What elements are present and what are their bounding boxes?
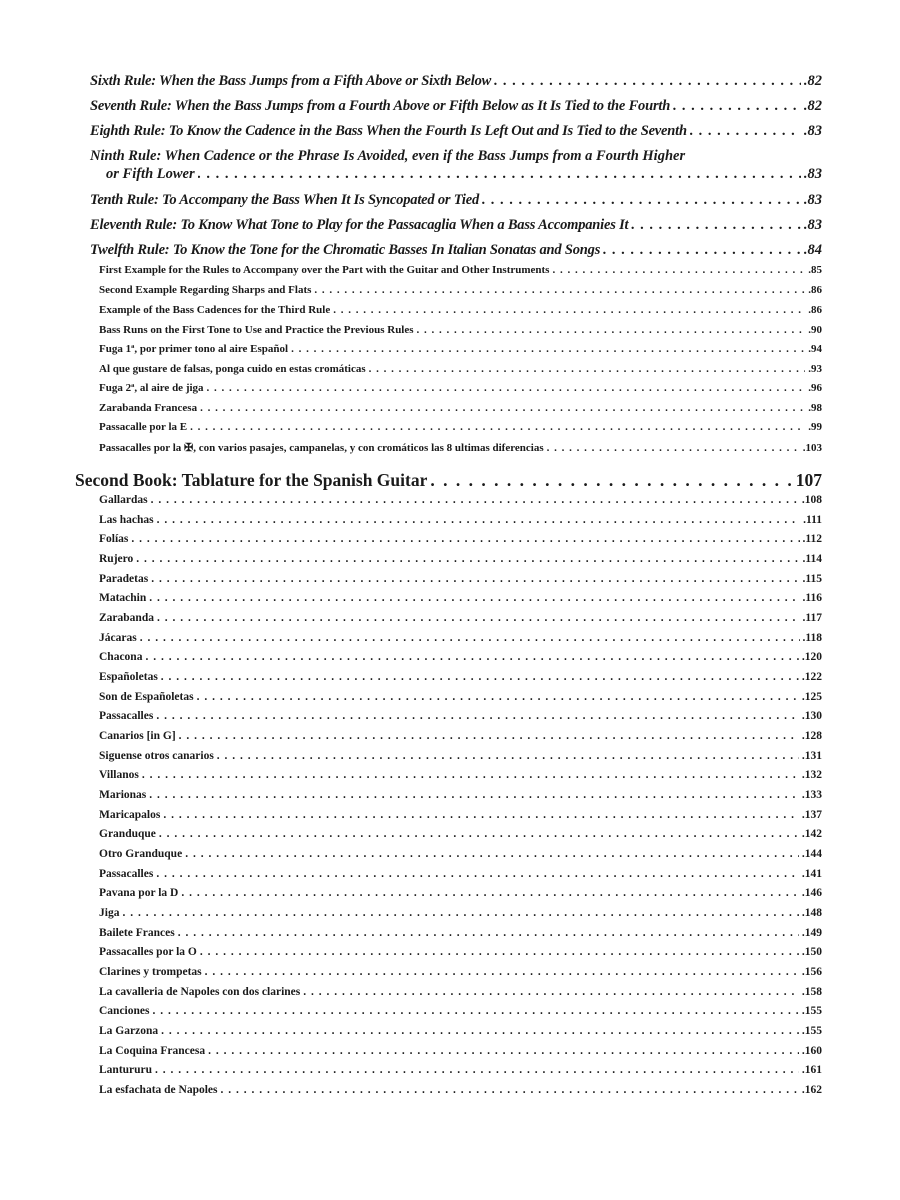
entry-title: Bass Runs on the First Tone to Use and Practice the Previous Rules [99,324,414,336]
toc-item [99,514,822,526]
toc-item [99,750,822,762]
entry-page: .85 [808,264,822,276]
entry-page: .83 [803,123,822,139]
dot-leader [190,421,805,433]
entry-title: Siguense otros canarios [99,750,214,762]
entry-page: .86 [808,284,822,296]
entry-title: Las hachas [99,514,154,526]
entry-title: Eighth Rule: To Know the Cadence in the Bass When the Fourth Is Left Out and Is Tied to the Seventh [90,123,687,139]
toc-item [99,1064,822,1076]
entry-page: .156 [801,966,822,978]
dot-leader [161,671,799,683]
dot-leader [603,242,801,259]
entry-title: Zarabanda [99,612,154,624]
toc-item [99,671,822,683]
entry-title: Pavana por la D [99,887,179,899]
entry-page: .118 [802,632,822,644]
entry-title: Folías [99,533,129,545]
toc-entry-eighth-rule [90,123,822,140]
entry-title: Tenth Rule: To Accompany the Bass When It Is Syncopated or Tied [90,192,480,208]
dot-leader [145,651,798,663]
entry-title: La Garzona [99,1025,159,1037]
toc-item [99,573,822,585]
dot-leader [181,887,799,899]
dot-leader [494,73,801,90]
toc-item [99,868,822,880]
toc-item [99,966,822,978]
dot-leader [205,966,799,978]
dot-leader [333,304,805,316]
dot-leader [200,946,799,958]
entry-title: Passacalles por la ✠, con varios pasajes, campanelas, y con cromáticos las 8 ultimas diferencias [99,442,544,454]
entry-title: Españoletas [99,671,158,683]
entry-page: .82 [803,73,822,89]
dot-leader [430,470,792,491]
entry-page: .148 [801,907,822,919]
entry-page: .82 [803,98,822,114]
entry-title: Chacona [99,651,143,663]
dot-leader [122,907,798,919]
entry-page: .114 [802,553,822,565]
toc-entry-seventh-rule [90,98,822,115]
entry-title: Twelfth Rule: To Know the Tone for the Chromatic Basses In Italian Sonatas and Songs [90,242,601,258]
toc-item [99,927,822,939]
entry-page: .83 [803,166,822,182]
toc-item [99,986,822,998]
dot-leader [178,927,799,939]
entry-page: .117 [802,612,822,624]
entry-title: Bailete Frances [99,927,175,939]
toc-sub-entry [99,382,822,394]
toc-item [99,1084,822,1096]
entry-page: .137 [801,809,822,821]
toc-entry-ninth-rule [106,166,822,183]
entry-page: .162 [801,1084,822,1096]
toc-item [99,553,822,565]
toc-item [99,730,822,742]
entry-page: .103 [802,442,822,454]
entry-page: .133 [801,789,822,801]
entry-title: Zarabanda Francesa [99,402,198,414]
dot-leader [161,1025,799,1037]
toc-entry-twelfth-rule [90,242,822,259]
dot-leader [547,442,800,454]
section-page: 107 [795,470,822,490]
dot-leader [482,192,801,209]
entry-title: La esfachata de Napoles [99,1084,218,1096]
toc-entry-tenth-rule [90,192,822,209]
entry-page: .112 [802,533,822,545]
toc-item [99,612,822,624]
entry-title: Second Example Regarding Sharps and Flats [99,284,312,296]
entry-page: .108 [801,494,822,506]
entry-page: .155 [801,1025,822,1037]
dot-leader [185,848,799,860]
entry-title: Maricapalos [99,809,161,821]
entry-page: .83 [803,217,822,233]
entry-page: .158 [801,986,822,998]
entry-title: Granduque [99,828,156,840]
toc-item [99,946,822,958]
toc-section-heading [75,470,822,491]
toc-item [99,494,822,506]
entry-page: .132 [801,769,822,781]
dot-leader [417,324,806,336]
entry-title: Villanos [99,769,139,781]
entry-page: .128 [801,730,822,742]
toc-item [99,1045,822,1057]
entry-title: Marionas [99,789,147,801]
dot-leader [131,533,799,545]
toc-item [99,651,822,663]
section-title: Second Book: Tablature for the Spanish Guitar [75,470,428,490]
entry-page: .141 [801,868,822,880]
dot-leader [155,1064,799,1076]
dot-leader [149,789,799,801]
entry-title: Son de Españoletas [99,691,194,703]
entry-title: Example of the Bass Cadences for the Third Rule [99,304,331,316]
entry-page: .142 [801,828,822,840]
toc-item [99,828,822,840]
dot-leader [673,98,801,115]
entry-title: Jácaras [99,632,137,644]
toc-item [99,1025,822,1037]
toc-entry-sixth-rule [90,73,822,90]
toc-sub-entry [99,324,822,336]
dot-leader [552,264,805,276]
entry-page: .131 [801,750,822,762]
dot-leader [156,710,799,722]
entry-title: First Example for the Rules to Accompany over the Part with the Guitar and Other Instruments [99,264,550,276]
entry-title: Passacalles [99,710,154,722]
toc-item [99,710,822,722]
dot-leader [136,553,799,565]
entry-title: Passacalles [99,868,154,880]
entry-title: La Coquina Francesa [99,1045,206,1057]
toc-entry-ninth-rule-line1: Ninth Rule: When Cadence or the Phrase Is Avoided, even if the Bass Jumps from a Fourth Higher [90,148,686,164]
dot-leader [200,402,805,414]
entry-page: .98 [808,402,822,414]
dot-leader [221,1084,799,1096]
toc-item [99,691,822,703]
toc-item [99,809,822,821]
entry-page: .86 [808,304,822,316]
dot-leader [208,1045,799,1057]
entry-page: .83 [803,192,822,208]
entry-page: .160 [801,1045,822,1057]
entry-title: Matachin [99,592,147,604]
entry-page: .161 [801,1064,822,1076]
dot-leader [151,494,799,506]
entry-title: Gallardas [99,494,148,506]
toc-sub-entry [99,421,822,433]
toc-sub-entry [99,441,822,454]
dot-leader [291,343,805,355]
toc-item [99,592,822,604]
toc-sub-entry [99,304,822,316]
dot-leader [198,166,801,183]
entry-page: .115 [802,573,822,585]
entry-page: .116 [802,592,822,604]
entry-page: .130 [801,710,822,722]
entry-title: Paradetas [99,573,149,585]
entry-title: Passacalles por la O [99,946,197,958]
dot-leader [690,123,801,140]
dot-leader [140,632,800,644]
entry-title: Sixth Rule: When the Bass Jumps from a Fifth Above or Sixth Below [90,73,492,89]
entry-title: Jiga [99,907,120,919]
dot-leader [157,514,800,526]
dot-leader [157,612,800,624]
dot-leader [217,750,799,762]
entry-title: La cavalleria de Napoles con dos clarines [99,986,301,998]
toc-sub-entry [99,264,822,276]
dot-leader [207,382,806,394]
dot-leader [152,1005,798,1017]
toc-sub-entry [99,284,822,296]
toc-sub-entry [99,363,822,375]
dot-leader [149,592,799,604]
entry-title: Eleventh Rule: To Know What Tone to Play for the Passacaglia When a Bass Accompanies It [90,217,629,233]
toc-item [99,533,822,545]
entry-title: Seventh Rule: When the Bass Jumps from a Fourth Above or Fifth Below as It Is Tied to the Fourth [90,98,671,114]
entry-page: .84 [803,242,822,258]
toc-item [99,789,822,801]
toc-item [99,907,822,919]
toc-item [99,769,822,781]
dot-leader [314,284,805,296]
entry-title: Lantururu [99,1064,153,1076]
entry-page: .96 [808,382,822,394]
entry-page: .125 [801,691,822,703]
entry-page: .99 [808,421,822,433]
toc-entry-eleventh-rule [90,217,822,234]
entry-page: .149 [801,927,822,939]
toc-item [99,848,822,860]
entry-title: Otro Granduque [99,848,183,860]
entry-page: .155 [801,1005,822,1017]
entry-title: Fuga 2ª, al aire de jiga [99,382,204,394]
entry-page: .94 [808,343,822,355]
entry-title: or Fifth Lower [106,166,195,182]
toc-sub-entry [99,343,822,355]
entry-page: .120 [801,651,822,663]
dot-leader [163,809,799,821]
entry-title: Passacalle por la E [99,421,188,433]
entry-title: Fuga 1ª, por primer tono al aire Español [99,343,289,355]
toc-item [99,1005,822,1017]
entry-page: .144 [801,848,822,860]
entry-title: Canarios [in G] [99,730,176,742]
dot-leader [159,828,799,840]
dot-leader [303,986,799,998]
dot-leader [142,769,799,781]
dot-leader [179,730,799,742]
entry-page: .93 [808,363,822,375]
entry-title: Al que gustare de falsas, ponga cuido en estas cromáticas [99,363,366,375]
toc-item [99,887,822,899]
entry-page: .111 [803,514,822,526]
toc-sub-entry [99,402,822,414]
entry-page: .150 [801,946,822,958]
entry-page: .146 [801,887,822,899]
entry-title: Rujero [99,553,134,565]
dot-leader [156,868,799,880]
toc-item [99,632,822,644]
entry-title: Canciones [99,1005,150,1017]
dot-leader [631,217,801,234]
entry-page: .90 [808,324,822,336]
entry-page: .122 [801,671,822,683]
dot-leader [151,573,799,585]
entry-title: Clarines y trompetas [99,966,202,978]
dot-leader [197,691,799,703]
dot-leader [369,363,806,375]
